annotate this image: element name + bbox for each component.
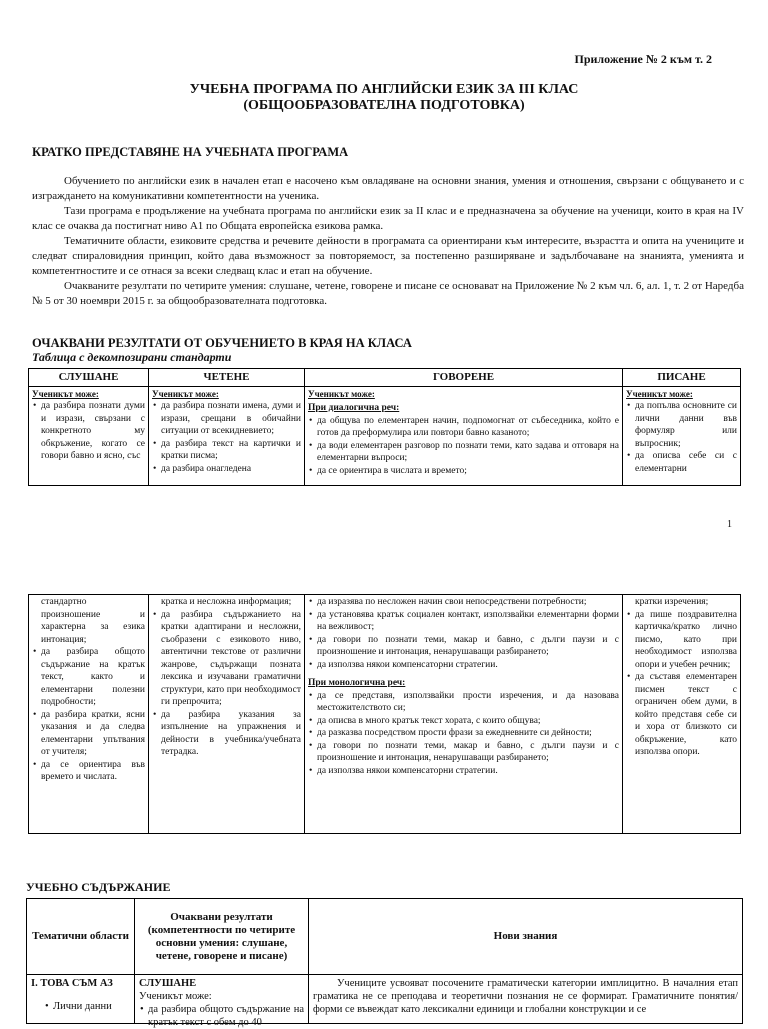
list-item: • да разбира познати думи и изрази, свързани с конкретното му обкръжение, когато се говори бавно и ясно, със [41, 400, 145, 463]
list-item: • да говори по познати теми, макар и бавно, с дълги паузи и с произношение и интонация, ненарушаващи разбирането; [317, 740, 619, 765]
writing-cell [623, 386, 741, 485]
intro-paragraph: Тази програма е продължение на учебната програма по английски език за II клас и е предназначена за обучение на ученици, които в края на IV клас се очаква да постигнат ниво А1 по Общата европейска езикова рамка. [32, 205, 744, 232]
page-number: 1 [727, 519, 732, 530]
table-caption: Таблица с декомпозирани стандарти [32, 350, 232, 364]
results-heading: ОЧАКВАНИ РЕЗУЛТАТИ ОТ ОБУЧЕНИЕТО В КРАЯ НА КЛАСА [32, 336, 412, 350]
list-item: • да разказва посредством прости фрази за ежедневните си дейности; [317, 727, 619, 740]
list-item: • да се представя, използвайки прости изречения, и да назовава местожителството си; [317, 690, 619, 715]
student-can-label: Ученикът може: [308, 388, 375, 399]
title-line-1: УЧЕБНА ПРОГРАМА ПО АНГЛИЙСКИ ЕЗИК ЗА III КЛАС [189, 82, 579, 97]
intro-heading: КРАТКО ПРЕДСТАВЯНЕ НА УЧЕБНАТА ПРОГРАМА [32, 145, 349, 159]
list-item: • да съставя елементарен писмен текст с ограничен обем думи, в който представя себе си и хора от близкото си обкръжение, като използва опори. [635, 671, 737, 759]
student-can-label: Ученикът може: [139, 991, 212, 1002]
intro-paragraph: Тематичните области, езиковите средства и речевите дейности в програмата са ориентирани към интересите, възрастта и опита на учениците и следват спираловидния принцип, който дава възможност за повторяемост, за постепенно разширяване и задълбочаване на знанията, уменията и компетентностите и се отнася за всеки следващ клас и етап на обучение. [32, 235, 744, 277]
curriculum-content-table [26, 898, 743, 1028]
column-header-writing: ПИСАНЕ [623, 369, 741, 387]
speaking-cell [305, 595, 623, 834]
theme-title: I. ТОВА СЪМ АЗ [31, 978, 113, 989]
list-item: • да разбира общото съдържание на кратък текст с обем до 40 [148, 1003, 304, 1029]
theme-cell [27, 975, 135, 1024]
column-header-speaking: ГОВОРЕНЕ [305, 369, 623, 387]
title-line-2: (ОБЩООБРАЗОВАТЕЛНА ПОДГОТОВКА) [243, 98, 525, 113]
list-item: • да установява кратък социален контакт, използвайки елементарни форми на вежливост; [317, 609, 619, 634]
list-item: • да използва някои компенсаторни стратегии. [317, 765, 619, 778]
column-header-listening: СЛУШАНЕ [29, 369, 149, 387]
list-item: • да разбира онагледена [161, 463, 301, 476]
writing-cell [623, 595, 741, 834]
list-item: • да описва себе си с елементарни [635, 450, 737, 475]
list-item-continued: кратка и несложна информация; [161, 597, 292, 607]
list-item: • да използва някои компенсаторни стратегии. [317, 659, 619, 672]
dialogic-speech-label: При диалогична реч: [308, 403, 400, 413]
student-can-label: Ученикът може: [626, 388, 693, 399]
reading-cell [149, 595, 305, 834]
document-title [0, 82, 768, 114]
skill-label: СЛУШАНЕ [139, 978, 197, 989]
list-item: • да се ориентира в числата и времето; [317, 465, 619, 478]
listening-cell [29, 386, 149, 485]
list-item: • да разбира указания за изпълнение на упражнения и дейности в учебника/учебната тетрадка. [161, 709, 301, 759]
list-item: • да се ориентира във времето и числата. [41, 759, 145, 784]
list-item: • да говори по познати теми, макар и бавно, с дълги паузи и с произношение и интонация, ненарушаващи разбирането; [317, 634, 619, 659]
listening-cell [29, 595, 149, 834]
content-heading: УЧЕБНО СЪДЪРЖАНИЕ [26, 880, 171, 894]
list-item-continued: стандартно произношение и характерна за езика интонация; [41, 597, 145, 645]
list-item: • да разбира познати имена, думи и изрази, срещани в обичайни ситуации от всекидневието; [161, 400, 301, 438]
list-item: • да разбира общото съдържание на кратък текст, както и елементарни полезни подробности; [41, 646, 145, 709]
list-item: • да разбира кратки, ясни указания и да следва елементарни упътвания от учителя; [41, 709, 145, 759]
list-item: • да разбира текст на картички и кратки писма; [161, 438, 301, 463]
speaking-cell [305, 386, 623, 485]
annex-reference: Приложение № 2 към т. 2 [574, 52, 712, 66]
standards-table-part-1 [28, 368, 741, 486]
standards-table-part-2 [28, 594, 741, 834]
student-can-label: Ученикът може: [152, 388, 219, 399]
column-header-new-knowledge: Нови знания [309, 899, 743, 975]
student-can-label: Ученикът може: [32, 388, 99, 399]
list-item: • да изразява по несложен начин свои непосредствени потребности; [317, 596, 619, 609]
intro-paragraph: Очакваните резултати по четирите умения: слушане, четене, говорене и писане се основават на Приложение № 2 към чл. 6, ал. 1, т. 2 от Наредба № 5 от 30 ноември 2015 г. за общообразователната подготовка. [32, 280, 744, 307]
list-item: • да разбира съдържанието на кратки адаптирани и несложни, съобразени с езиковото ниво, автентични текстове от различни жанрове, съдържащи позната лексика и изучавани граматични структури, като при необходимост ги препрочита; [161, 609, 301, 709]
column-header-themes: Тематични области [27, 899, 135, 975]
intro-text [32, 174, 744, 309]
expected-results-cell [135, 975, 309, 1028]
column-header-expected-results: Очаквани резултати (компетентности по четирите основни умения: слушане, четене, говорене и писане) [135, 899, 309, 975]
new-knowledge-cell [309, 975, 743, 1024]
knowledge-text: Учениците усвояват посочените граматически категории имплицитно. В началния етап граматика не се преподава и теоретични познания не се формират. Граматичните понятия/форми се въвеждат като лексикални единици и глобални конструкции и се [313, 978, 738, 1015]
column-header-reading: ЧЕТЕНЕ [149, 369, 305, 387]
monologic-speech-label: При монологична реч: [308, 678, 406, 688]
list-item: • да общува по елементарен начин, подпомогнат от събеседника, който е готов да преформулира или повтори бавно казаното; [317, 415, 619, 440]
list-item: • да попълва основните си лични данни във формуляр или въпросник; [635, 400, 737, 450]
list-item-continued: кратки изречения; [635, 597, 709, 607]
list-item: • да води елементарен разговор по познати теми, като задава и отговаря на елементарни въпроси; [317, 440, 619, 465]
list-item: • да пише поздравителна картичка/кратко лично писмо, като при необходимост използва опори и учебен речник; [635, 609, 737, 672]
list-item: • да описва в много кратък текст хората, с които общува; [317, 715, 619, 728]
intro-paragraph: Обучението по английски език в начален етап е насочено към овладяване на основни знания, умения и отношения, свързани с общуването и с изграждането на комуникативни компетентности на ученика. [32, 175, 744, 202]
list-item: • Лични данни [53, 1000, 130, 1013]
reading-cell [149, 386, 305, 485]
